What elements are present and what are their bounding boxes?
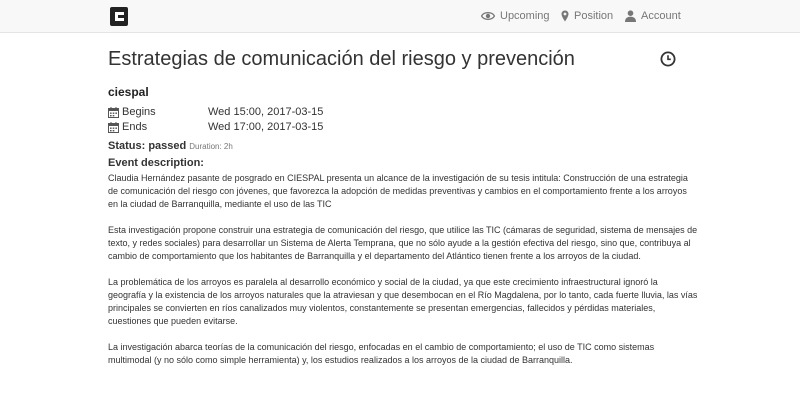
event-description bbox=[108, 172, 698, 380]
nav-upcoming[interactable] bbox=[481, 10, 550, 22]
nav-position[interactable] bbox=[561, 10, 613, 22]
nav-position-label: Position bbox=[574, 10, 614, 22]
description-heading: Event description: bbox=[108, 157, 204, 169]
top-navbar bbox=[0, 0, 800, 33]
event-status bbox=[108, 140, 233, 152]
description-paragraph: La problemática de los arroyos es paralela al desarrollo económico y social de la ciudad, ya que este crecimiento infraestructural ignoró la geografía y la existencia de los arroyos naturales que la atraviesan y que desembocan en el Río Magdalena, por lo tanto, cada fuerte lluvia, las vías principales se convierten en ríos canalizados muy violentos, constantemente se presentan emergencias, fallecidos y pérdidas materiales, cuestiones que pueden evitarse. bbox=[108, 277, 698, 326]
event-title: Estrategias de comunicación del riesgo y prevención bbox=[108, 48, 575, 70]
status-label: Status: passed bbox=[108, 140, 187, 152]
description-paragraph: Claudia Hernández pasante de posgrado en CIESPAL presenta un alcance de la investigación de su tesis intitula: Construcción de una estrategia de comunicación del riesgo con jóvenes, que favorezca la adopción de medidas preventivas y cambios en el comportamiento frente a los arroyos en la ciudad de Barranquilla, mediante el uso de las TIC bbox=[108, 173, 688, 209]
event-venue: ciespal bbox=[108, 85, 149, 99]
begins-value: Wed 15:00, 2017-03-15 bbox=[208, 106, 324, 118]
nav-account-label: Account bbox=[641, 10, 681, 22]
calendar-icon bbox=[108, 122, 119, 133]
calendar-icon bbox=[108, 107, 119, 118]
clock-icon[interactable] bbox=[660, 51, 676, 67]
nav-upcoming-label: Upcoming bbox=[500, 10, 550, 22]
ends-value: Wed 17:00, 2017-03-15 bbox=[208, 121, 324, 133]
brand-logo-icon[interactable] bbox=[110, 7, 128, 26]
map-marker-icon bbox=[561, 10, 569, 22]
ends-label: Ends bbox=[122, 121, 148, 133]
description-paragraph: La investigación abarca teorías de la comunicación del riesgo, enfocadas en el cambio de comportamiento; el uso de TIC como sistemas multimodal (y no sólo como simple herramienta) y, los estudios realizados a los arroyos de la ciudad de Barranquilla. bbox=[108, 342, 655, 365]
ends-row bbox=[108, 121, 323, 133]
nav-account[interactable] bbox=[625, 10, 681, 22]
begins-row bbox=[108, 106, 323, 118]
begins-label: Begins bbox=[122, 106, 156, 118]
eye-icon bbox=[481, 11, 495, 21]
duration-text: Duration: 2h bbox=[189, 142, 233, 151]
description-paragraph: Esta investigación propone construir una estrategia de comunicación del riesgo, que utilice las TIC (cámaras de seguridad, sistema de mensajes de texto, y redes sociales) para desarrollar un Sistema de Alerta Temprana, que no sólo ayude a la gestión efectiva del riesgo, sino que, contribuya al cambio de comportamiento que los habitantes de Barranquilla y el departamento del Atlántico tienen frente a los arroyos de la ciudad. bbox=[108, 225, 698, 261]
user-icon bbox=[625, 10, 636, 22]
